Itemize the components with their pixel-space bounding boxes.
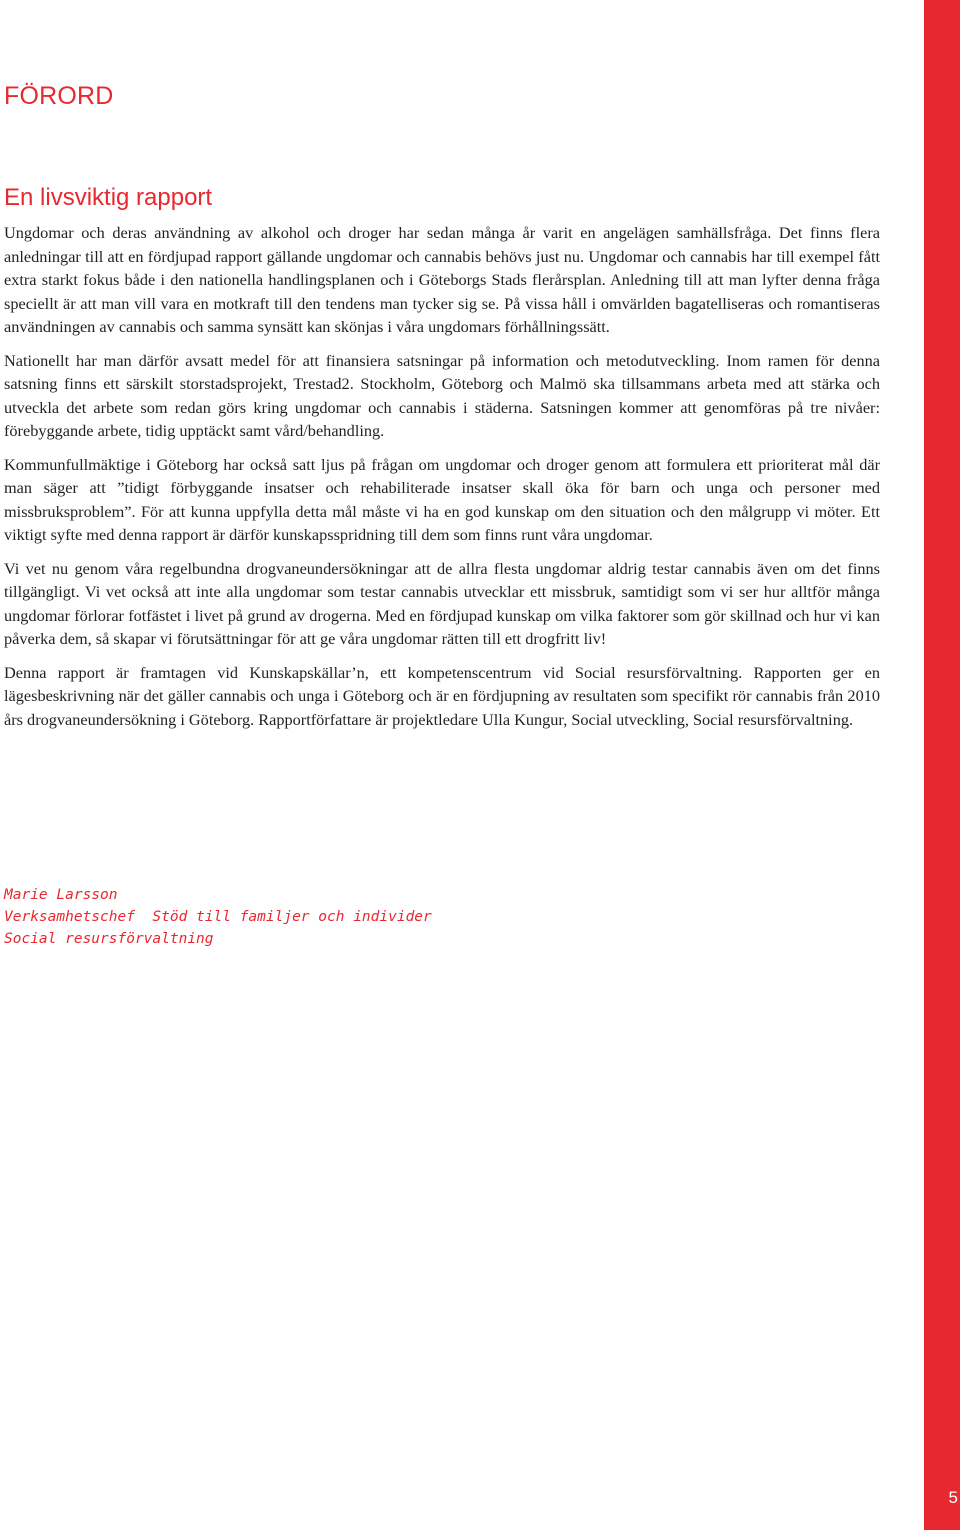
signature-role: Verksamhetschef Stöd till familjer och individer <box>4 909 432 925</box>
article-title: En livsviktig rapport <box>4 184 213 211</box>
paragraph: Ungdomar och deras användning av alkohol och droger har sedan många år varit en angelägen samhällsfråga. Det finns flera anledningar till att en fördjupad rapport gällande ungdomar och cannabis behövs just nu. Ungdomar och cannabis har till exempel fått extra starkt fokus både i den nationella handlingsplanen och i Göteborgs Stads flerårsplan. Anledning till att man lyfter denna fråga speciellt är att man vill vara en motkraft till den tendens man tycker sig se. På vissa håll i omvärlden bagatelliseras och romantiseras användningen av cannabis och samma synsätt kan skönjas i våra ungdomars förhållningssätt. <box>4 223 880 336</box>
signature-block <box>4 884 432 950</box>
section-heading: FÖRORD <box>4 82 114 110</box>
signature-name: Marie Larsson <box>4 887 118 903</box>
paragraph: Vi vet nu genom våra regelbundna drogvaneundersökningar att de allra flesta ungdomar aldrig testar cannabis även om det finns tillgängligt. Vi vet också att inte alla ungdomar som testar cannabis utvecklar ett missbruk, samtidigt som vi ser hur alltför många ungdomar förlorar fotfästet i livet på grund av drogerna. Med en fördjupad kunskap om vilka faktorer som gör skillnad och hur vi kan påverka dem, så skapar vi förutsättningar för att ge våra ungdomar rätten till ett drogfritt liv! <box>4 558 880 648</box>
paragraph: Kommunfullmäktige i Göteborg har också satt ljus på frågan om ungdomar och droger genom att formulera ett prioriterat mål där man säger att ”tidigt förbyggande insatser och rehabiliterade insatser skall öka för barn och unga och personer med missbruksproblem”. För att kunna uppfylla detta mål måste vi ha en god kunskap om den situation och den målgrupp vi möter. Ett viktigt syfte med denna rapport är därför kunskapsspridning till dem som finns runt våra ungdomar. <box>4 454 880 544</box>
page-number: 5 <box>948 1488 958 1507</box>
paragraph: Nationellt har man därför avsatt medel för att finansiera satsningar på information och metodutveckling. Inom ramen för denna satsning finns ett särskilt storstadsprojekt, Trestad2. Stockholm, Göteborg och Malmö ska tillsammans arbeta med att stärka och utveckla det arbete som redan görs kring ungdomar och cannabis i städerna. Satsningen kommer att genomföras på tre nivåer: förebyggande arbete, tidig upptäckt samt vård/behandling. <box>4 350 880 440</box>
signature-department: Social resursförvaltning <box>4 931 214 947</box>
side-color-bar <box>924 0 960 1530</box>
paragraph: Denna rapport är framtagen vid Kunskapskällar’n, ett kompetenscentrum vid Social resursförvaltning. Rapporten ger en lägesbeskrivning när det gäller cannabis och unga i Göteborg och är en fördjupning av resultaten som specifikt rör cannabis från 2010 års drogvaneundersökning i Göteborg. Rapportförfattare är projektledare Ulla Kungur, Social utveckling, Social resursförvaltning. <box>4 662 880 729</box>
body-text <box>4 221 880 741</box>
